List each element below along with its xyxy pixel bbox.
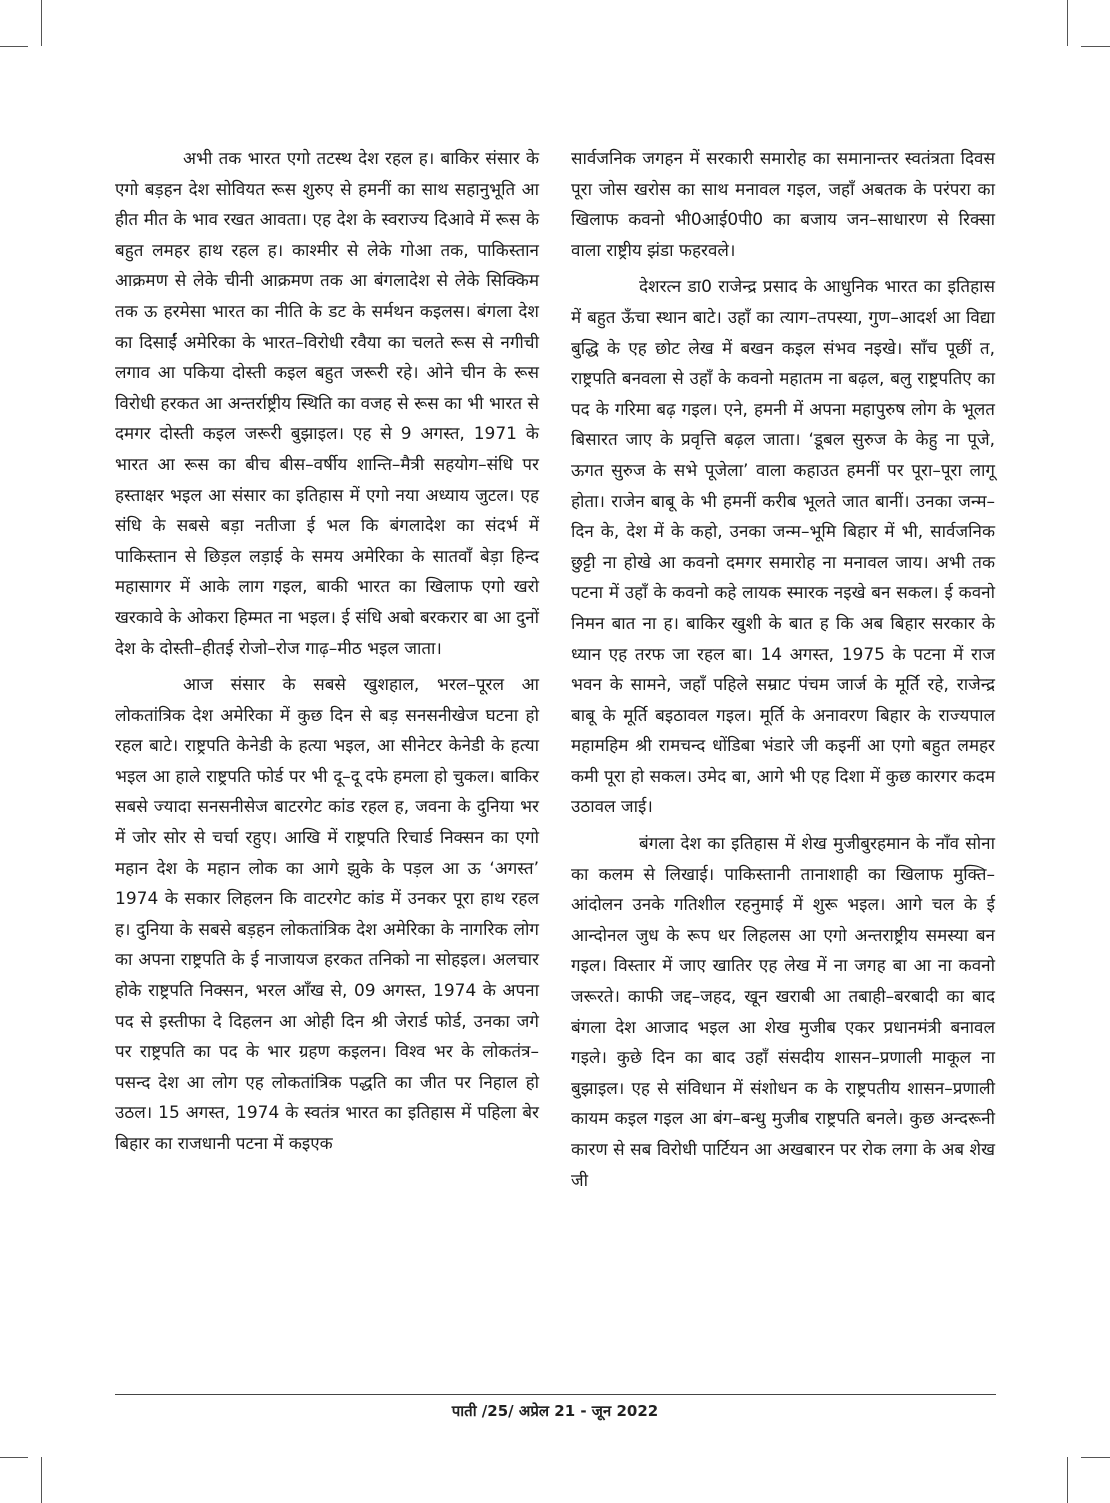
- paragraph: अभी तक भारत एगो तटस्थ देश रहल ह। बाकिर संसार के एगो बड़हन देश सोवियत रूस शुरुए से हमनीं का साथ सहानुभूति आ हीत मीत के भाव रखत आवता। एह देश के स्वराज्य दिआवे में रूस के बहुत लमहर हाथ रहल ह। काश्मीर से लेके गोआ तक, पाकिस्तान आक्रमण से लेके चीनी आक्रमण तक आ बंगलादेश से लेके सिक्किम तक ऊ हरमेसा भारत का नीति के डट के सर्मथन कइलस। बंगला देश का दिसाईं अमेरिका के भारत–विरोधी रवैया का चलते रूस से नगीची लगाव आ पकिया दोस्ती कइल बहुत जरूरी रहे। ओने चीन के रूस विरोधी हरकत आ अन्तर्राष्ट्रीय स्थिति का वजह से रूस का भी भारत से दमगर दोस्ती कइल जरूरी बुझाइल। एह से 9 अगस्त, 1971 के भारत आ रूस का बीच बीस–वर्षीय शान्ति–मैत्री सहयोग–संधि पर हस्ताक्षर भइल आ संसार का इतिहास में एगो नया अध्याय जुटल। एह संधि के सबसे बड़ा नतीजा ई भल कि बंगलादेश का संदर्भ में पाकिस्तान से छिड़ल लड़ाई के समय अमेरिका के सातवाँ बेड़ा हिन्द महासागर में आके लाग गइल, बाकी भारत का खिलाफ एगो खरो खरकावे के ओकरा हिम्मत ना भइल। ई संधि अबो बरकरार बा आ दुनों देश के दोस्ती–हीतई रोजो–रोज गाढ़–मीठ भइल जाता।: [115, 149, 539, 659]
- crop-mark-bottom-right-horizontal: [1081, 1457, 1110, 1458]
- paragraph: आज संसार के सबसे खुशहाल, भरल–पूरल आ लोकतांत्रिक देश अमेरिका में कुछ दिन से बड़ सनसनीखेज घटना हो रहल बाटे। राष्ट्रपति केनेडी के हत्या भइल, आ सीनेटर केनेडी के हत्या भइल आ हाले राष्ट्रपति फोर्ड पर भी दू–दू दफे हमला हो चुकल। बाकिर सबसे ज्यादा सनसनीसेज बाटरगेट कांड रहल ह, जवना के दुनिया भर में जोर सोर से चर्चा रहुए। आखि में राष्ट्रपति रिचार्ड निक्सन का एगो महान देश के महान लोक का आगे झुके के पड़ल आ ऊ ‘अगस्त’ 1974 के सकार लिहलन कि वाटरगेट कांड में उनकर पूरा हाथ रहल ह। दुनिया के सबसे बड़हन लोकतांत्रिक देश अमेरिका के नागरिक लोग का अपना राष्ट्रपति के ई नाजायज हरकत तनिको ना सोहइल। अलचार होके राष्ट्रपति निक्सन, भरल आँख से, 09 अगस्त, 1974 के अपना पद से इस्तीफा दे दिहलन आ ओही दिन श्री जेरार्ड फोर्ड, उनका जगे पर राष्ट्रपति का पद के भार ग्रहण कइलन। विश्व भर के लोकतंत्र–पसन्द देश आ लोग एह लोकतांत्रिक पद्धति का जीत पर निहाल हो उठल। 15 अगस्त, 1974 के स्वतंत्र भारत का इतिहास में पहिला बेर बिहार का राजधानी पटना में कइएक: [115, 675, 539, 1154]
- left-text-column: [115, 144, 539, 1166]
- crop-mark-bottom-left-horizontal: [0, 1457, 28, 1458]
- paragraph: सार्वजनिक जगहन में सरकारी समारोह का समानान्तर स्वतंत्रता दिवस पूरा जोस खरोस का साथ मनावल गइल, जहाँ अबतक के परंपरा का खिलाफ कवनो भी0आई0पी0 का बजाय जन–साधारण से रिक्सा वाला राष्ट्रीय झंडा फहरवले।: [571, 149, 995, 261]
- crop-mark-top-right-vertical: [1067, 0, 1068, 46]
- crop-mark-bottom-right-vertical: [1067, 1457, 1068, 1503]
- footer-divider: [115, 1394, 996, 1395]
- crop-mark-top-left-horizontal: [0, 46, 28, 47]
- page-footer: पाती /25/ अप्रेल 21 - जून 2022: [451, 1402, 659, 1420]
- right-text-column: [571, 144, 995, 1202]
- paragraph: देशरत्न डा0 राजेन्द्र प्रसाद के आधुनिक भारत का इतिहास में बहुत ऊँचा स्थान बाटे। उहाँ का त्याग–तपस्या, गुण–आदर्श आ विद्या बुद्धि के एह छोट लेख में बखन कइल संभव नइखे। साँच पूछीं त, राष्ट्रपति बनवला से उहाँ के कवनो महातम ना बढ़ल, बलु राष्ट्रपतिए का पद के गरिमा बढ़ गइल। एने, हमनी में अपना महापुरुष लोग के भूलत बिसारत जाए के प्रवृत्ति बढ़ल जाता। ‘डूबल सुरुज के केहु ना पूजे, ऊगत सुरुज के सभे पूजेला’ वाला कहाउत हमनीं पर पूरा–पूरा लागू होता। राजेन बाबू के भी हमनीं करीब भूलते जात बानीं। उनका जन्म–दिन के, देश में के कहो, उनका जन्म–भूमि बिहार में भी, सार्वजनिक छुट्टी ना होखे आ कवनो दमगर समारोह ना मनावल जाय। अभी तक पटना में उहाँ के कवनो कहे लायक स्मारक नइखे बन सकल। ई कवनो निमन बात ना ह। बाकिर खुशी के बात ह कि अब बिहार सरकार के ध्यान एह तरफ जा रहल बा। 14 अगस्त, 1975 के पटना में राज भवन के सामने, जहाँ पहिले सम्राट पंचम जार्ज के मूर्ति रहे, राजेन्द्र बाबू के मूर्ति बइठावल गइल। मूर्ति के अनावरण बिहार के राज्यपाल महामहिम श्री रामचन्द धोंडिबा भंडारे जी कइनीं आ एगो बहुत लमहर कमी पूरा हो सकल। उमेद बा, आगे भी एह दिशा में कुछ कारगर कदम उठावल जाई।: [571, 277, 995, 818]
- paragraph: बंगला देश का इतिहास में शेख मुजीबुरहमान के नाँव सोना का कलम से लिखाई। पाकिस्तानी तानाशाही का खिलाफ मुक्ति–आंदोलन उनके गतिशील रहनुमाई में शुरू भइल। आगे चल के ई आन्दोनल जुध के रूप धर लिहलस आ एगो अन्तराष्ट्रीय समस्या बन गइल। विस्तार में जाए खातिर एह लेख में ना जगह बा आ ना कवनो जरूरते। काफी जद्द–जहद, खून खराबी आ तबाही–बरबादी का बाद बंगला देश आजाद भइल आ शेख मुजीब एकर प्रधानमंत्री बनावल गइले। कुछे दिन का बाद उहाँ संसदीय शासन–प्रणाली माकूल ना बुझाइल। एह से संविधान में संशोधन क के राष्ट्रपतीय शासन–प्रणाली कायम कइल गइल आ बंग–बन्धु मुजीब राष्ट्रपति बनले। कुछ अन्दरूनी कारण से सब विरोधी पार्टियन आ अखबारन पर रोक लगा के अब शेख जी: [571, 834, 995, 1191]
- crop-mark-top-right-horizontal: [1081, 46, 1110, 47]
- crop-mark-top-left-vertical: [41, 0, 42, 46]
- crop-mark-bottom-left-vertical: [41, 1457, 42, 1503]
